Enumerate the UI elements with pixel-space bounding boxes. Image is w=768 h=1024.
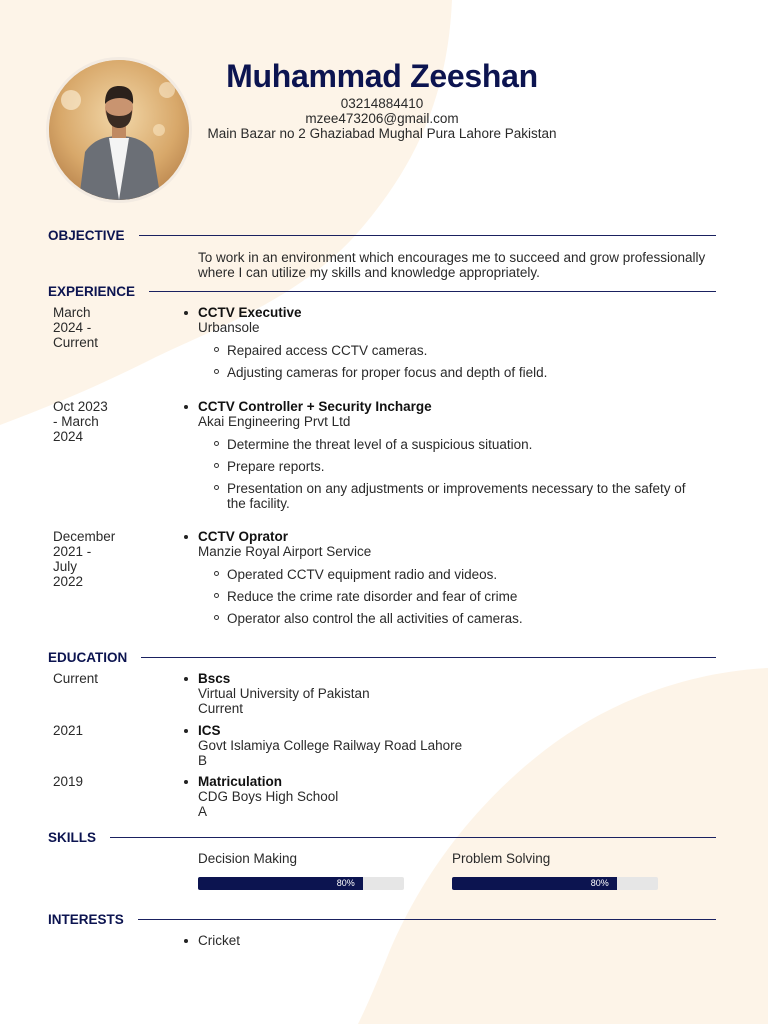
education-date: Current [53,671,99,686]
education-result: B [198,753,208,768]
experience-title: EXPERIENCE [48,284,136,299]
school-name: Virtual University of Pakistan [198,686,370,701]
school-name: Govt Islamiya College Railway Road Lahore [198,738,463,753]
education-result: A [198,804,208,819]
experience-entry [198,529,718,633]
interest-item: Cricket [198,933,241,948]
education-entry [198,774,718,819]
duty-item: Reduce the crime rate disorder and fear of crime [227,589,718,604]
phone-number: 03214884410 [340,96,424,111]
experience-entry [198,399,718,518]
skill-bar-track [198,877,404,890]
date-line: 2024 - [53,320,92,335]
education-section-header [48,650,716,665]
date-line: - March [53,414,99,429]
degree-name: ICS [198,723,718,738]
skill-bar-fill [198,877,363,890]
experience-section-header [48,284,716,299]
section-divider [141,657,716,658]
education-result: Current [198,701,244,716]
date-line: 2022 [53,574,84,589]
education-date: 2019 [53,774,84,789]
company-name: Akai Engineering Prvt Ltd [198,414,351,429]
skill-name: Decision Making [198,851,298,866]
skill-item [452,851,658,890]
email-address: mzee473206@gmail.com [305,111,459,126]
skill-name: Problem Solving [452,851,551,866]
duty-item: Operator also control the all activities of cameras. [227,611,718,626]
experience-date [53,529,133,589]
date-line: 2024 [53,429,84,444]
education-date: 2021 [53,723,84,738]
objective-section-header [48,228,716,243]
duty-item: Adjusting cameras for proper focus and depth of field. [227,365,718,380]
skill-percent: 80% [590,878,609,888]
duty-list [198,567,718,626]
company-name: Manzie Royal Airport Service [198,544,372,559]
education-entry [198,723,718,768]
duty-item: Determine the threat level of a suspicious situation. [227,437,718,452]
objective-line-2: where I can utilize my skills and knowledge appropriately. [198,265,540,280]
degree-name: Matriculation [198,774,718,789]
school-name: CDG Boys High School [198,789,339,804]
objective-line-1: To work in an environment which encourages me to succeed and grow professionally [198,250,706,265]
job-title: CCTV Executive [198,305,718,320]
duty-list [198,343,718,380]
duty-item: Operated CCTV equipment radio and videos. [227,567,718,582]
section-divider [138,919,716,920]
date-line: Current [53,335,99,350]
home-address: Main Bazar no 2 Ghaziabad Mughal Pura Lahore Pakistan [207,126,557,141]
company-name: Urbansole [198,320,260,335]
duty-item: Prepare reports. [227,459,718,474]
duty-item: Presentation on any adjustments or improvements necessary to the safety of the facility. [227,481,697,511]
skill-percent: 80% [336,878,355,888]
date-line: December [53,529,116,544]
experience-date [53,305,133,350]
skill-bar-track [452,877,658,890]
date-line: July [53,559,78,574]
objective-text [198,250,718,280]
date-line: March [53,305,91,320]
section-divider [149,291,716,292]
date-line: 2021 - [53,544,92,559]
person-name: Muhammad Zeeshan [226,58,538,94]
objective-title: OBJECTIVE [48,228,125,243]
skill-item [198,851,404,890]
interests-section-header [48,912,716,927]
interests-title: INTERESTS [48,912,124,927]
job-title: CCTV Oprator [198,529,718,544]
header [180,56,584,141]
experience-entry [198,305,718,387]
skill-bar-fill [452,877,617,890]
job-title: CCTV Controller + Security Incharge [198,399,718,414]
duty-list [198,437,718,511]
degree-name: Bscs [198,671,718,686]
section-divider [139,235,716,236]
duty-item: Repaired access CCTV cameras. [227,343,718,358]
skills-section-header [48,830,716,845]
experience-date [53,399,133,444]
section-divider [110,837,716,838]
education-entry [198,671,718,716]
date-line: Oct 2023 [53,399,108,414]
skills-title: SKILLS [48,830,97,845]
profile-photo [49,60,189,200]
education-title: EDUCATION [48,650,128,665]
